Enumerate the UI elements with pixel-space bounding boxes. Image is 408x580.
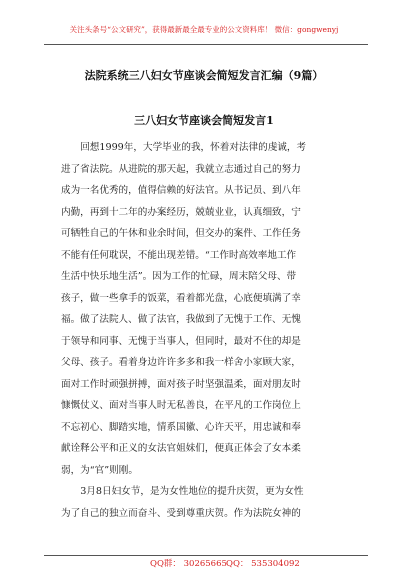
- text-line: 进了省法院。从进院的那天起，我就立志通过自己的努力: [61, 163, 301, 175]
- text-line: 内勤，再到十二年的办案经历，兢兢业业，认真细致，宁: [61, 206, 301, 218]
- text-line: 可牺牲自己的午休和业余时间，但交办的案件、工作任务: [61, 228, 301, 239]
- text-line: 献诠释公平和正义的女法官姐妹们，便真正体会了女本柔: [61, 443, 301, 454]
- promo-banner: 关注头条号“公文研究”，获得最新最全最专业的公文资料库！ 微信：gongwenyj: [69, 25, 339, 34]
- text-line: 福。做了法院人、做了法官，我做到了无愧于工作、无愧: [61, 314, 301, 325]
- text-line: 不能有任何耽误，不能出现差错。“工作时高效率地工作: [61, 249, 297, 261]
- text-line: 面对工作时顽强拼搏，面对孩子时坚强温柔，面对朋友时: [61, 378, 301, 390]
- text-line: 慷慨仗义、面对当事人时无私善良，在平凡的工作岗位上: [61, 400, 301, 411]
- text-line: 孩子，做一些拿手的饭菜，看着都光盘，心底便填满了幸: [61, 292, 301, 304]
- body-text: [61, 137, 361, 524]
- text-line: 3月8日妇女节，是为女性地位的提升庆贺，更为女性: [80, 486, 304, 497]
- text-line: 于领导和同事、无愧于当事人，但同时，最对不住的却是: [61, 335, 301, 347]
- text-line: 成为一名优秀的，值得信赖的好法官。从书记员、到八年: [61, 185, 301, 196]
- footer-divider: [44, 555, 368, 556]
- text-line: 为了自己的独立而奋斗、受到尊重庆贺。作为法院女神的: [61, 507, 301, 519]
- text-line: 不忘初心、脚踏实地，情系国徽、心许天平，用忠诚和奉: [61, 421, 301, 433]
- text-line: 生活中快乐地生活”。因为工作的忙碌，周末陪父母、带: [61, 271, 297, 282]
- document-title: 法院系统三八妇女节座谈会简短发言汇编（9篇）: [84, 69, 324, 82]
- text-line: 父母、孩子。看着身边许许多多和我一样舍小家顾大家，: [61, 357, 301, 368]
- footer-qq-contact: QQ： 535304092: [226, 559, 300, 569]
- footer-qq-group: QQ群： 30265665: [150, 559, 227, 569]
- text-line: 弱，为“官”则刚。: [61, 464, 138, 476]
- header-divider: [44, 44, 368, 45]
- text-line: 回想1999年，大学毕业的我，怀着对法律的虔诚，考: [80, 142, 307, 153]
- section-title: 三八妇女节座谈会简短发言1: [134, 114, 274, 127]
